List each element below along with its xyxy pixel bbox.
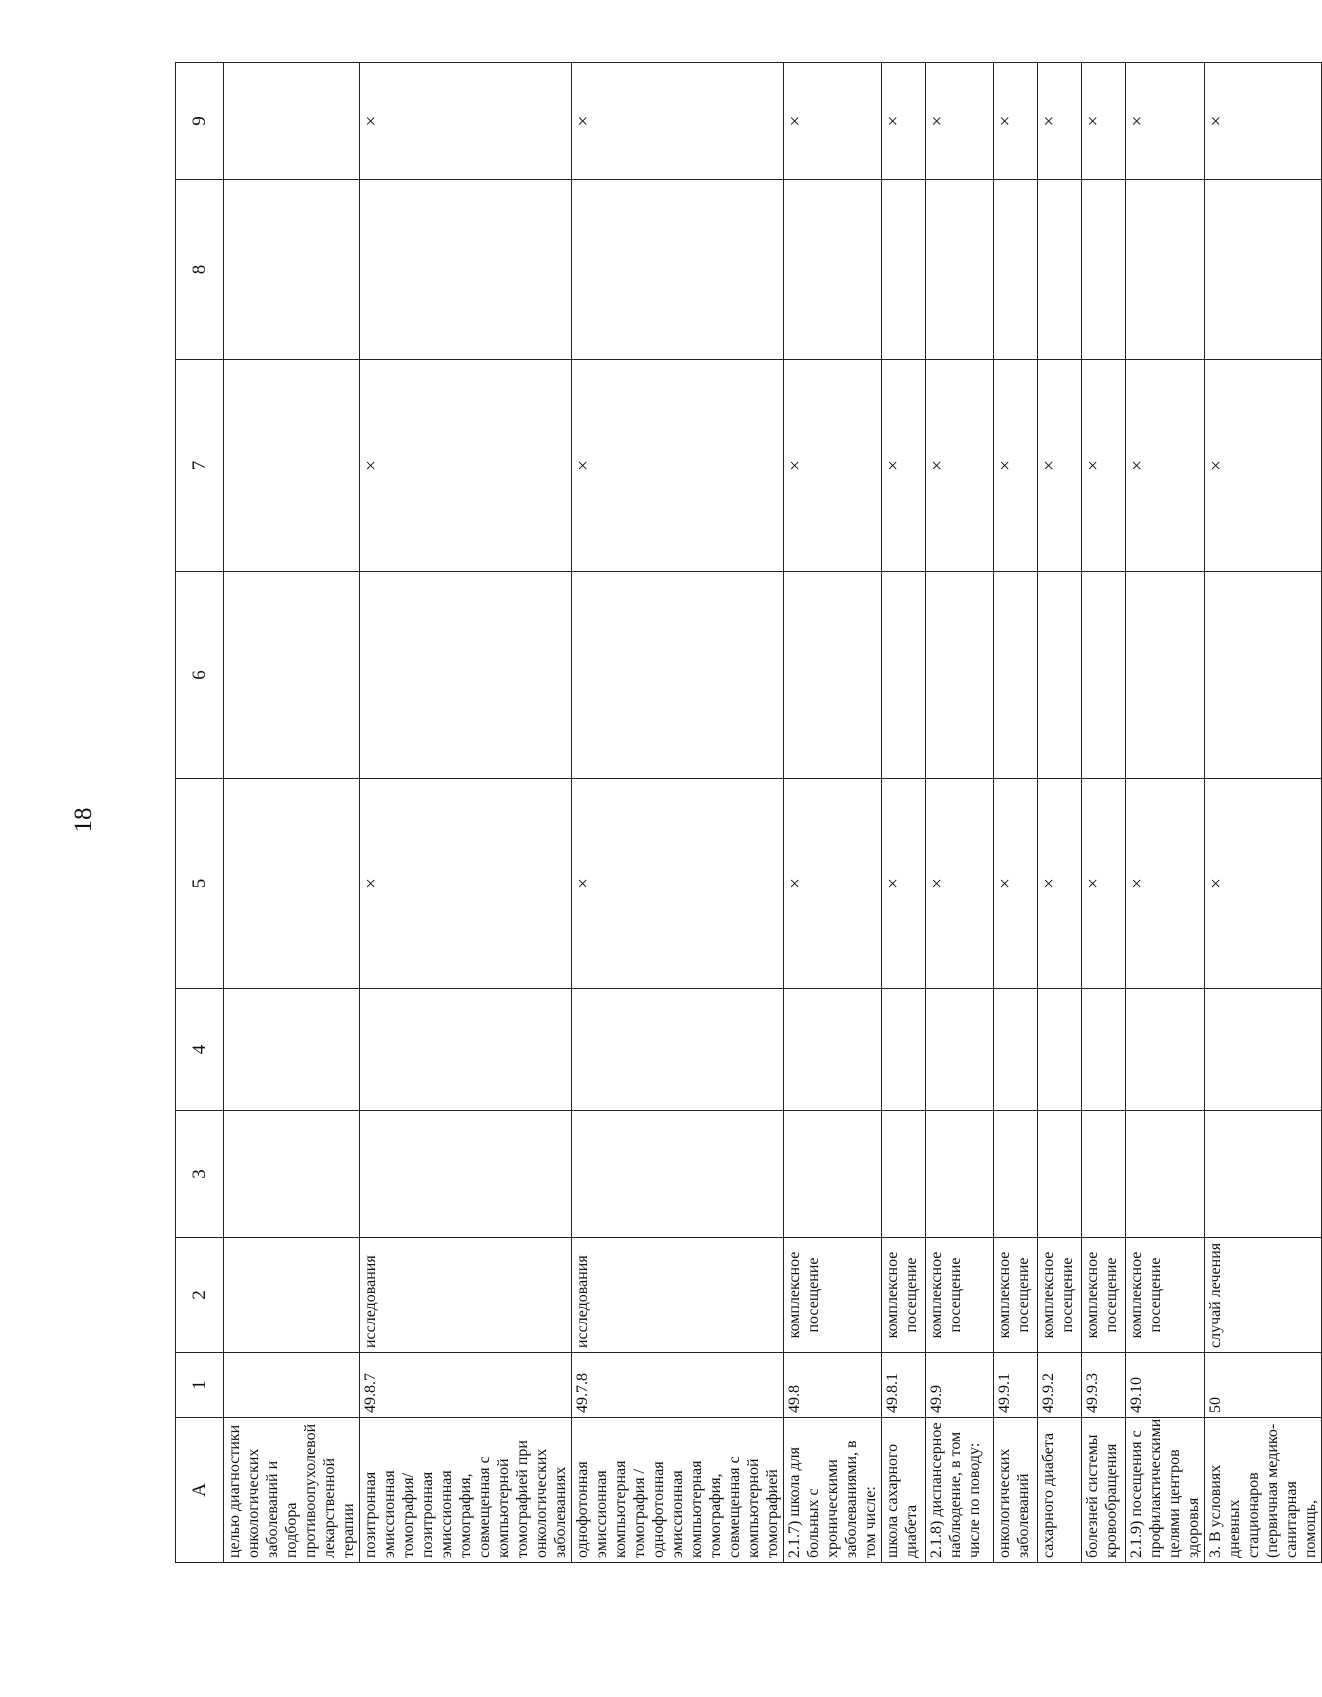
column-header-9: 9 xyxy=(176,63,224,180)
empty-cell xyxy=(882,572,926,779)
empty-cell xyxy=(224,989,360,1111)
empty-cell xyxy=(1126,572,1205,779)
cell-col5: × xyxy=(1038,779,1082,989)
empty-cell xyxy=(572,1111,784,1238)
row-unit: случай лечения xyxy=(1205,1238,1322,1353)
empty-cell xyxy=(882,1111,926,1238)
row-code: 49.8 xyxy=(784,1353,882,1418)
empty-cell xyxy=(784,989,882,1111)
empty-cell xyxy=(1126,989,1205,1111)
row-code: 49.9.1 xyxy=(994,1353,1038,1418)
header-row xyxy=(176,63,224,1563)
empty-cell xyxy=(572,180,784,360)
empty-cell xyxy=(1082,572,1126,779)
column-header-a: A xyxy=(176,1418,224,1563)
cell-col7: × xyxy=(1205,360,1322,572)
cell-col7: × xyxy=(572,360,784,572)
cell-col9: × xyxy=(882,63,926,180)
cell-col5: × xyxy=(360,779,572,989)
table-row xyxy=(224,63,360,1563)
cell-col9: × xyxy=(572,63,784,180)
column-header-6: 6 xyxy=(176,572,224,779)
empty-cell xyxy=(994,1111,1038,1238)
column-header-4: 4 xyxy=(176,989,224,1111)
empty-cell xyxy=(1038,1111,1082,1238)
row-unit: комплексное посещение xyxy=(926,1238,994,1353)
row-unit: комплексное посещение xyxy=(882,1238,926,1353)
row-label: 3. В условиях дневных стационаров (первичная медико-санитарная помощь, xyxy=(1205,1418,1322,1563)
empty-cell xyxy=(926,1111,994,1238)
row-code: 50 xyxy=(1205,1353,1322,1418)
table-row xyxy=(1038,63,1082,1563)
page-number: 18 xyxy=(70,807,97,833)
empty-cell xyxy=(1038,989,1082,1111)
cell-col9: × xyxy=(1126,63,1205,180)
empty-cell xyxy=(1205,180,1322,360)
row-code: 49.9.2 xyxy=(1038,1353,1082,1418)
cell-col5: × xyxy=(1082,779,1126,989)
cell-col5: × xyxy=(572,779,784,989)
empty-cell xyxy=(1205,989,1322,1111)
cell-col5 xyxy=(224,779,360,989)
cell-col9 xyxy=(224,63,360,180)
row-label: целью диагностики онкологических заболеваний и подбора противоопухолевой лекарственной терапии xyxy=(224,1418,360,1563)
row-code: 49.8.7 xyxy=(360,1353,572,1418)
row-label: позитронная эмиссионная томография/позитронная эмиссионная томография, совмещенная с компьютерной томографией при онкологических заболеваниях xyxy=(360,1418,572,1563)
empty-cell xyxy=(882,989,926,1111)
row-unit: комплексное посещение xyxy=(784,1238,882,1353)
empty-cell xyxy=(572,989,784,1111)
row-code: 49.9.3 xyxy=(1082,1353,1126,1418)
cell-col9: × xyxy=(360,63,572,180)
row-code: 49.7.8 xyxy=(572,1353,784,1418)
row-code: 49.10 xyxy=(1126,1353,1205,1418)
cell-col7: × xyxy=(784,360,882,572)
cell-col9: × xyxy=(994,63,1038,180)
empty-cell xyxy=(1082,1111,1126,1238)
cell-col7 xyxy=(224,360,360,572)
table-row xyxy=(1082,63,1126,1563)
cell-col7: × xyxy=(994,360,1038,572)
row-unit: комплексное посещение xyxy=(1082,1238,1126,1353)
row-label: школа сахарного диабета xyxy=(882,1418,926,1563)
data-table xyxy=(175,62,1322,1563)
empty-cell xyxy=(926,180,994,360)
empty-cell xyxy=(784,180,882,360)
cell-col7: × xyxy=(1082,360,1126,572)
empty-cell xyxy=(1205,572,1322,779)
empty-cell xyxy=(1082,180,1126,360)
empty-cell xyxy=(1126,180,1205,360)
column-header-7: 7 xyxy=(176,360,224,572)
cell-col9: × xyxy=(926,63,994,180)
column-header-8: 8 xyxy=(176,180,224,360)
table-row xyxy=(926,63,994,1563)
row-label: 2.1.7) школа для больных с хроническими заболеваниями, в том числе: xyxy=(784,1418,882,1563)
empty-cell xyxy=(360,1111,572,1238)
cell-col7: × xyxy=(882,360,926,572)
row-label: 2.1.9) посещения с профилактическими целями центров здоровья xyxy=(1126,1418,1205,1563)
empty-cell xyxy=(1038,572,1082,779)
empty-cell xyxy=(360,572,572,779)
cell-col7: × xyxy=(1038,360,1082,572)
cell-col9: × xyxy=(1038,63,1082,180)
row-label: сахарного диабета xyxy=(1038,1418,1082,1563)
row-label: однофотонная эмиссионная компьютерная томография / однофотонная эмиссионная компьютерная томография, совмещенная с компьютерной томографией xyxy=(572,1418,784,1563)
cell-col5: × xyxy=(1126,779,1205,989)
column-header-5: 5 xyxy=(176,779,224,989)
empty-cell xyxy=(360,989,572,1111)
empty-cell xyxy=(926,572,994,779)
table-row xyxy=(1205,63,1322,1563)
empty-cell xyxy=(784,1111,882,1238)
row-unit: комплексное посещение xyxy=(1126,1238,1205,1353)
empty-cell xyxy=(1082,989,1126,1111)
empty-cell xyxy=(882,180,926,360)
cell-col7: × xyxy=(360,360,572,572)
table-row xyxy=(882,63,926,1563)
empty-cell xyxy=(1205,1111,1322,1238)
row-unit xyxy=(224,1238,360,1353)
empty-cell xyxy=(784,572,882,779)
table-row xyxy=(572,63,784,1563)
cell-col5: × xyxy=(784,779,882,989)
row-label: болезней системы кровообращения xyxy=(1082,1418,1126,1563)
cell-col9: × xyxy=(784,63,882,180)
cell-col9: × xyxy=(1205,63,1322,180)
empty-cell xyxy=(994,572,1038,779)
empty-cell xyxy=(224,572,360,779)
column-header-3: 3 xyxy=(176,1111,224,1238)
table-row xyxy=(784,63,882,1563)
empty-cell xyxy=(926,989,994,1111)
row-label: 2.1.8) диспансерное наблюдение, в том числе по поводу: xyxy=(926,1418,994,1563)
cell-col7: × xyxy=(926,360,994,572)
rotated-table-container xyxy=(175,63,1319,1563)
empty-cell xyxy=(1038,180,1082,360)
row-unit: исследования xyxy=(360,1238,572,1353)
empty-cell xyxy=(224,180,360,360)
cell-col5: × xyxy=(1205,779,1322,989)
empty-cell xyxy=(224,1111,360,1238)
table-row xyxy=(360,63,572,1563)
cell-col9: × xyxy=(1082,63,1126,180)
empty-cell xyxy=(994,180,1038,360)
row-label: онкологических заболеваний xyxy=(994,1418,1038,1563)
row-unit: комплексное посещение xyxy=(994,1238,1038,1353)
cell-col5: × xyxy=(926,779,994,989)
empty-cell xyxy=(360,180,572,360)
column-header-2: 2 xyxy=(176,1238,224,1353)
empty-cell xyxy=(994,989,1038,1111)
empty-cell xyxy=(1126,1111,1205,1238)
column-header-1: 1 xyxy=(176,1353,224,1418)
cell-col7: × xyxy=(1126,360,1205,572)
empty-cell xyxy=(572,572,784,779)
row-unit: исследования xyxy=(572,1238,784,1353)
row-code xyxy=(224,1353,360,1418)
row-unit: комплексное посещение xyxy=(1038,1238,1082,1353)
row-code: 49.9 xyxy=(926,1353,994,1418)
cell-col5: × xyxy=(994,779,1038,989)
table-row xyxy=(994,63,1038,1563)
cell-col5: × xyxy=(882,779,926,989)
table-row xyxy=(1126,63,1205,1563)
row-code: 49.8.1 xyxy=(882,1353,926,1418)
